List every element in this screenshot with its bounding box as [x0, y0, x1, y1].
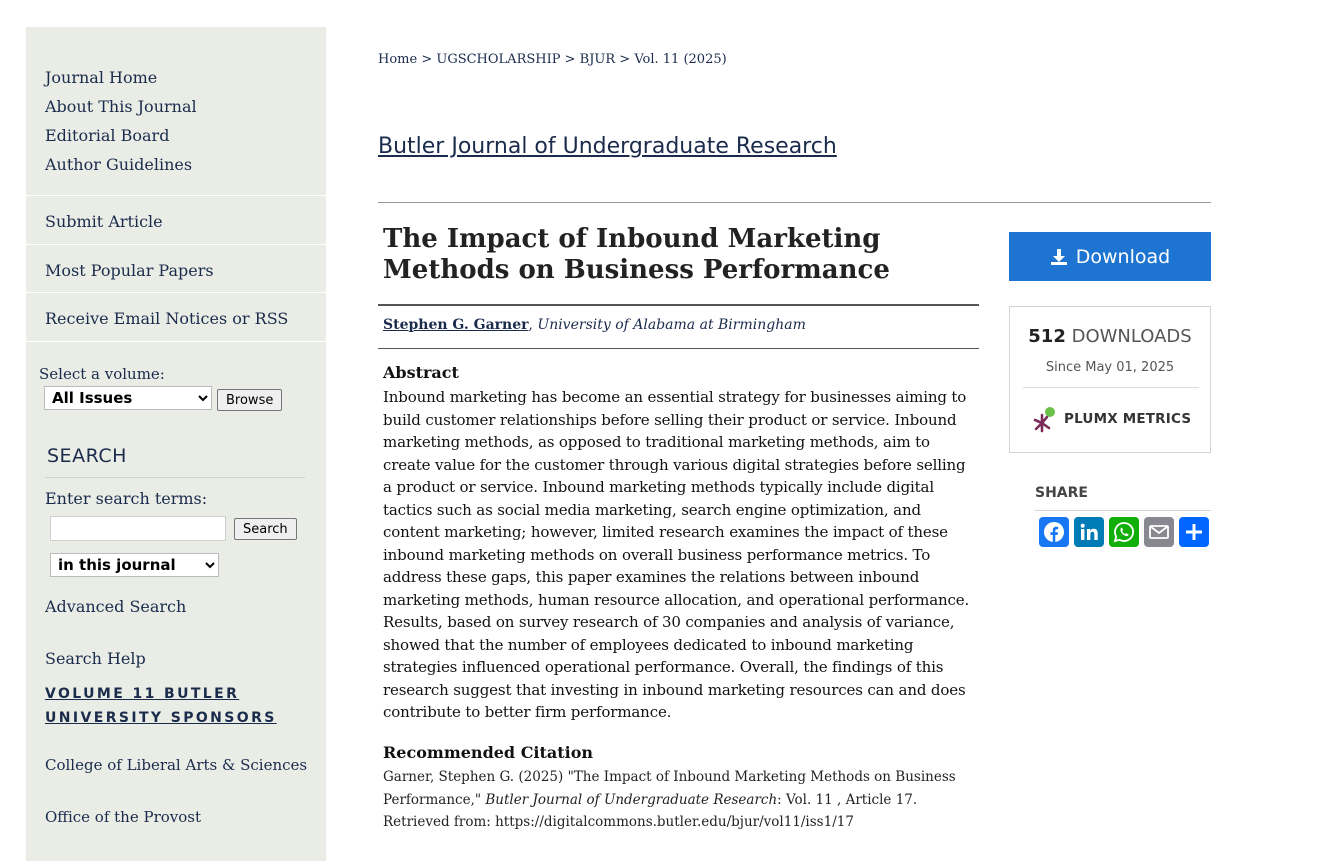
search-button[interactable]: Search	[234, 518, 297, 540]
divider	[45, 477, 305, 478]
share-heading: SHARE	[1035, 485, 1088, 501]
author-line	[383, 317, 806, 333]
divider	[26, 292, 326, 293]
nav-email-notices-rss[interactable]: Receive Email Notices or RSS	[45, 309, 289, 328]
nav-editorial-board[interactable]: Editorial Board	[45, 126, 170, 145]
download-button[interactable]	[1009, 232, 1211, 281]
volume-select[interactable]	[44, 386, 212, 410]
metrics-box	[1009, 306, 1211, 453]
article-title: The Impact of Inbound Marketing Methods on Business Performance	[383, 224, 890, 285]
citation-heading: Recommended Citation	[383, 743, 594, 762]
search-heading: SEARCH	[47, 445, 127, 467]
divider	[26, 195, 326, 196]
facebook-icon	[1043, 521, 1065, 543]
citation-text	[383, 766, 973, 834]
divider	[1023, 387, 1199, 388]
linkedin-icon	[1078, 521, 1100, 543]
browse-button[interactable]: Browse	[217, 389, 282, 411]
whatsapp-icon	[1113, 521, 1135, 543]
sponsors-heading-link[interactable]: VOLUME 11 BUTLER UNIVERSITY SPONSORS	[45, 686, 277, 726]
search-help-link[interactable]: Search Help	[45, 649, 146, 668]
citation-part1: Garner, Stephen G. (2025) "The Impact of Inbound Marketing Methods on Business Performance,"	[383, 769, 956, 808]
nav-submit-article[interactable]: Submit Article	[45, 212, 163, 231]
breadcrumb-home[interactable]: Home	[378, 52, 418, 67]
abstract-heading: Abstract	[383, 363, 459, 382]
divider	[1035, 510, 1211, 511]
breadcrumb-ugscholarship[interactable]: UGSCHOLARSHIP	[436, 52, 561, 67]
nav-most-popular[interactable]: Most Popular Papers	[45, 261, 214, 280]
search-terms-label: Enter search terms:	[45, 489, 208, 508]
facebook-share-button[interactable]	[1039, 517, 1069, 547]
search-scope-select[interactable]	[50, 553, 219, 577]
plumx-icon	[1032, 405, 1058, 433]
more-share-button[interactable]	[1179, 517, 1209, 547]
divider	[378, 348, 979, 349]
download-count	[1010, 326, 1210, 347]
downloads-since: Since May 01, 2025	[1045, 360, 1175, 375]
plus-icon	[1183, 521, 1205, 543]
download-count-suffix: DOWNLOADS	[1065, 326, 1192, 347]
author-name-link[interactable]: Stephen G. Garner	[383, 317, 529, 333]
sponsor-provost-link[interactable]: Office of the Provost	[45, 808, 202, 826]
advanced-search-link[interactable]: Advanced Search	[45, 597, 187, 616]
plumx-label: PLUMX METRICS	[1064, 411, 1192, 427]
breadcrumb-bjur[interactable]: BJUR	[579, 52, 616, 67]
breadcrumb-separator: >	[417, 52, 437, 67]
author-separator: ,	[528, 317, 538, 333]
nav-author-guidelines[interactable]: Author Guidelines	[45, 155, 193, 174]
sponsor-liberal-arts-link[interactable]: College of Liberal Arts & Sciences	[45, 756, 308, 774]
sidebar	[26, 27, 326, 861]
nav-about-journal[interactable]: About This Journal	[45, 97, 197, 116]
divider	[26, 244, 326, 245]
nav-journal-home[interactable]: Journal Home	[45, 68, 158, 87]
citation-retrieved: Retrieved from: https://digitalcommons.butler.edu/bjur/vol11/iss1/17	[383, 814, 854, 830]
journal-title-link[interactable]: Butler Journal of Undergraduate Research	[378, 134, 837, 159]
download-count-number: 512	[1028, 326, 1066, 347]
author-affiliation: University of Alabama at Birmingham	[537, 317, 806, 333]
download-label: Download	[1075, 245, 1171, 268]
divider	[378, 202, 1211, 203]
citation-journal: Butler Journal of Undergraduate Research	[485, 791, 778, 808]
breadcrumb-volume[interactable]: Vol. 11 (2025)	[634, 52, 727, 67]
volume-select-label: Select a volume:	[39, 365, 165, 383]
divider	[378, 304, 979, 306]
abstract-text: Inbound marketing has become an essential strategy for businesses aiming to build customer relationships before selling their product or service. Inbound marketing methods, as opposed to traditional marketing methods, aim to create value for the customer through various digital strategies before selling a product or service. Inbound marketing methods typically include digital tactics such as social media marketing, search engine optimization, and content marketing; however, limited research examines the impact of these inbound marketing methods on overall business performance metrics. To address these gaps, this paper examines the relations between inbound marketing methods, human resource allocation, and operational performance. Results, based on survey research of 30 companies and analysis of variance, showed that the number of employees dedicated to inbound marketing strategies influenced operational performance. Overall, the findings of this research suggest that investing in inbound marketing resources can and does contribute to better firm performance.	[383, 388, 970, 721]
share-buttons	[1039, 517, 1209, 547]
plumx-metrics-link[interactable]	[1032, 405, 1191, 433]
linkedin-share-button[interactable]	[1074, 517, 1104, 547]
citation-part2: : Vol. 11 , Article 17.	[777, 791, 918, 808]
download-icon	[1050, 248, 1068, 266]
breadcrumb-separator: >	[615, 52, 635, 67]
divider	[26, 341, 326, 342]
email-icon	[1148, 521, 1170, 543]
search-input[interactable]	[50, 516, 226, 541]
whatsapp-share-button[interactable]	[1109, 517, 1139, 547]
breadcrumb-separator: >	[560, 52, 580, 67]
breadcrumb	[378, 52, 727, 67]
email-share-button[interactable]	[1144, 517, 1174, 547]
